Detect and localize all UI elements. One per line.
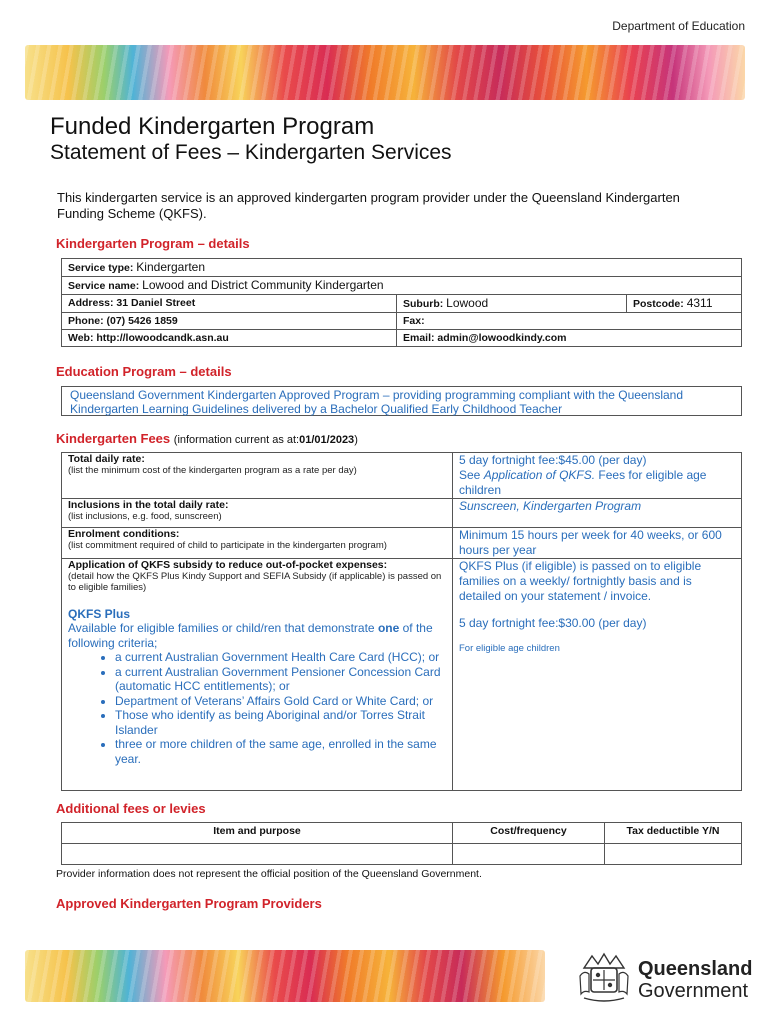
page-subtitle: Statement of Fees – Kindergarten Services: [50, 141, 452, 164]
enrolment-value: Minimum 15 hours per week for 40 weeks, or 600 hours per year: [453, 528, 742, 559]
inclusions-value: Sunscreen, Kindergarten Program: [453, 499, 742, 528]
application-cell: Application of QKFS subsidy to reduce out-of-pocket expenses: (detail how the QKFS Plus Kindy Support and SEFIA Subsidy (if applicable) is passed on to eligible families) QKFS Plus Available for eligible families or child/ren that demonstrate one of the following criteria; • a current Australian Government Health Care Card (HCC); or • a current Australian Government Pensioner Concession Card (automatic HCC entitlements); or • Department of Veterans’ Affairs Gold Card or White Card; or • Those who identify as being Aboriginal and/or Torres Strait Islander • three or more children of the same age, enrolled in the same year.: [62, 559, 453, 791]
service-name-value: Lowood and District Community Kindergarten: [142, 278, 384, 292]
program-details-table: [61, 258, 742, 347]
fax-cell: Fax:: [397, 313, 742, 330]
list-item: • a current Australian Government Health Care Card (HCC); or: [115, 650, 446, 665]
providers-heading: Approved Kindergarten Program Providers: [56, 896, 322, 911]
qkfs-plus-title: QKFS Plus: [68, 607, 131, 621]
queensland-government-logo: [574, 950, 753, 1005]
fees-heading: Kindergarten Fees (information current as at:01/01/2023): [56, 431, 358, 446]
page-title: Funded Kindergarten Program: [50, 113, 375, 140]
plus-fee: 5 day fortnight fee:$30.00 (per day): [459, 616, 647, 630]
queensland-crest-icon: [576, 950, 632, 1010]
qkfs-plus-intro: Available for eligible families or child/ren that demonstrate one of the following criteria;: [68, 621, 433, 650]
education-heading: Education Program – details: [56, 364, 232, 379]
education-details: Queensland Government Kindergarten Approved Program – providing programming compliant with the Queensland Kindergarten Learning Guidelines delivered by a Bachelor Qualified Early Childhood Teacher: [61, 386, 742, 416]
application-value: QKFS Plus (if eligible) is passed on to eligible families on a weekly/ fortnightly basis and is detailed on your statement / invoice. 5 day fortnight fee:$30.00 (per day) For eligible age children: [453, 559, 742, 791]
phone-cell: Phone: (07) 5426 1859: [62, 313, 397, 330]
rainbow-footer-band: [25, 950, 545, 1002]
daily-rate-cell: Total daily rate: (list the minimum cost of the kindergarten program as a rate per day): [62, 453, 453, 499]
logo-queensland: Queensland: [638, 958, 753, 980]
empty-item-cell[interactable]: [62, 844, 453, 865]
empty-cost-cell[interactable]: [453, 844, 605, 865]
additional-heading: Additional fees or levies: [56, 801, 206, 816]
web-cell: Web: http://lowoodcandk.asn.au: [62, 330, 397, 347]
suburb-cell: Suburb: Lowood: [397, 295, 627, 313]
address-cell: Address: 31 Daniel Street: [62, 295, 397, 313]
service-name-cell: Service name: Lowood and District Community Kindergarten: [62, 277, 742, 295]
empty-tax-cell[interactable]: [605, 844, 742, 865]
logo-government: Government: [638, 980, 749, 1002]
disclaimer: Provider information does not represent the official position of the Queensland Government.: [56, 868, 482, 880]
additional-fees-table: [61, 822, 742, 865]
email-cell: Email: admin@lowoodkindy.com: [397, 330, 742, 347]
service-type-value: Kindergarten: [136, 260, 206, 274]
rainbow-banner: [25, 45, 745, 100]
postcode-cell: Postcode: 4311: [627, 295, 742, 313]
list-item: • Department of Veterans’ Affairs Gold Card or White Card; or: [115, 694, 446, 709]
col-item-header: Item and purpose: [62, 823, 453, 844]
list-item: • Those who identify as being Aboriginal and/or Torres Strait Islander: [115, 708, 446, 737]
list-item: • a current Australian Government Pensioner Concession Card (automatic HCC entitlements); or: [115, 665, 446, 694]
department-name: Department of Education: [612, 19, 745, 33]
program-heading: Kindergarten Program – details: [56, 236, 250, 251]
qkfs-criteria-list: [68, 650, 446, 766]
plus-note: For eligible age children: [459, 643, 560, 654]
intro-paragraph: This kindergarten service is an approved kindergarten program provider under the Queensland Kindergarten Funding Scheme (QKFS).: [57, 190, 680, 221]
fees-table: [61, 452, 742, 791]
enrolment-cell: Enrolment conditions: (list commitment required of child to participate in the kindergarten program): [62, 528, 453, 559]
service-type-cell: Service type: Kindergarten: [62, 259, 742, 277]
daily-rate-value: 5 day fortnight fee:$45.00 (per day) See Application of QKFS. Fees for eligible age children: [453, 453, 742, 499]
col-cost-header: Cost/frequency: [453, 823, 605, 844]
inclusions-cell: Inclusions in the total daily rate: (list inclusions, e.g. food, sunscreen): [62, 499, 453, 528]
list-item: • three or more children of the same age, enrolled in the same year.: [115, 737, 446, 766]
col-tax-header: Tax deductible Y/N: [605, 823, 742, 844]
